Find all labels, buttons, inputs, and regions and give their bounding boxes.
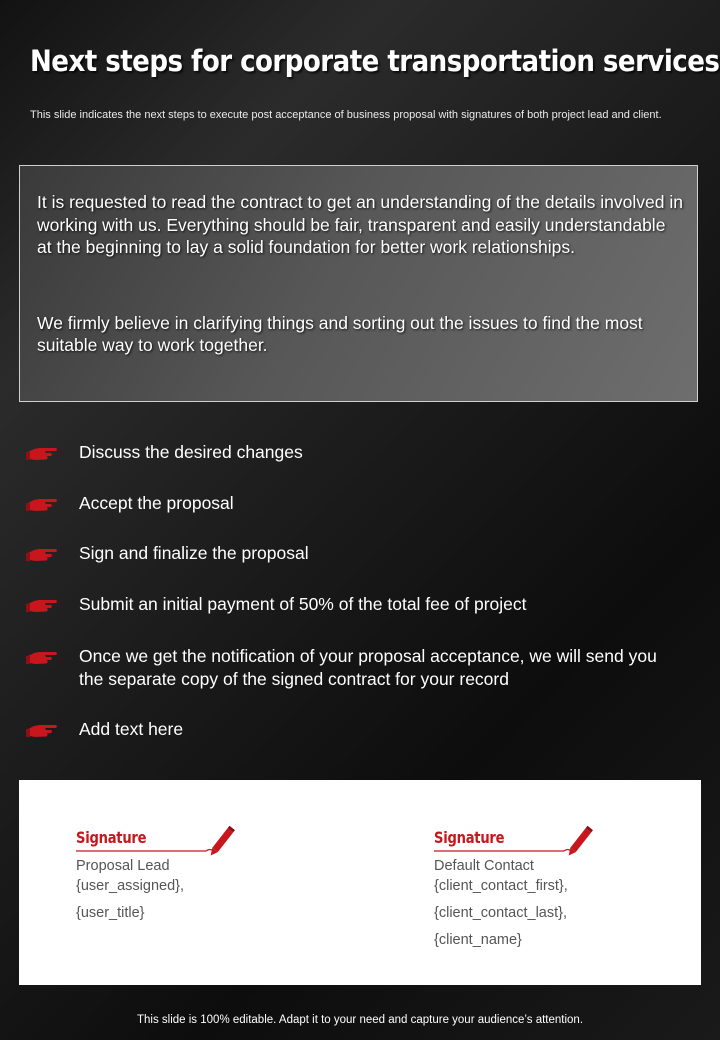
signature-role: Proposal Lead	[76, 858, 170, 874]
signature-label: Signature	[434, 828, 505, 847]
signature-field: {user_title}	[76, 905, 145, 921]
signature-pen-icon	[434, 824, 599, 856]
info-paragraph: It is requested to read the contract to get an understanding of the details involved in working with us. Everything should be fair, transparent and easily understandable at the beginning to lay a solid foundation for better work relationships.	[37, 192, 683, 257]
signature-block-client	[434, 824, 674, 949]
signature-role: Default Contact	[434, 858, 534, 874]
pointing-hand-icon	[26, 545, 58, 565]
pointing-hand-icon	[26, 721, 58, 741]
signature-field: {client_contact_first},	[434, 878, 568, 894]
step-text: Add text here	[79, 719, 184, 739]
signature-label: Signature	[76, 828, 147, 847]
signature-panel	[19, 780, 701, 985]
info-box	[19, 165, 698, 402]
signature-field: {user_assigned},	[76, 878, 185, 894]
slide-title: Next steps for corporate transportation services	[30, 44, 720, 78]
slide-subtitle: This slide indicates the next steps to execute post acceptance of business proposal with signatures of both project lead and client.	[30, 109, 662, 121]
signature-block-lead	[76, 824, 316, 922]
footer-note: This slide is 100% editable. Adapt it to your need and capture your audience’s attention.	[136, 1014, 584, 1026]
pointing-hand-icon	[26, 596, 58, 616]
step-text: Once we get the notification of your proposal acceptance, we will send you the separate copy of the signed contract for your record	[79, 646, 657, 689]
step-text: Submit an initial payment of 50% of the total fee of project	[79, 594, 527, 614]
pointing-hand-icon	[26, 495, 58, 515]
pointing-hand-icon	[26, 648, 58, 668]
signature-field: {client_contact_last},	[434, 905, 568, 921]
pointing-hand-icon	[26, 444, 58, 464]
step-text: Sign and finalize the proposal	[79, 543, 309, 563]
step-text: Accept the proposal	[79, 493, 234, 513]
info-paragraph: We firmly believe in clarifying things and sorting out the issues to find the most suitable way to work together.	[37, 312, 643, 355]
step-text: Discuss the desired changes	[79, 442, 303, 462]
signature-pen-icon	[76, 824, 241, 856]
signature-field: {client_name}	[434, 932, 522, 948]
